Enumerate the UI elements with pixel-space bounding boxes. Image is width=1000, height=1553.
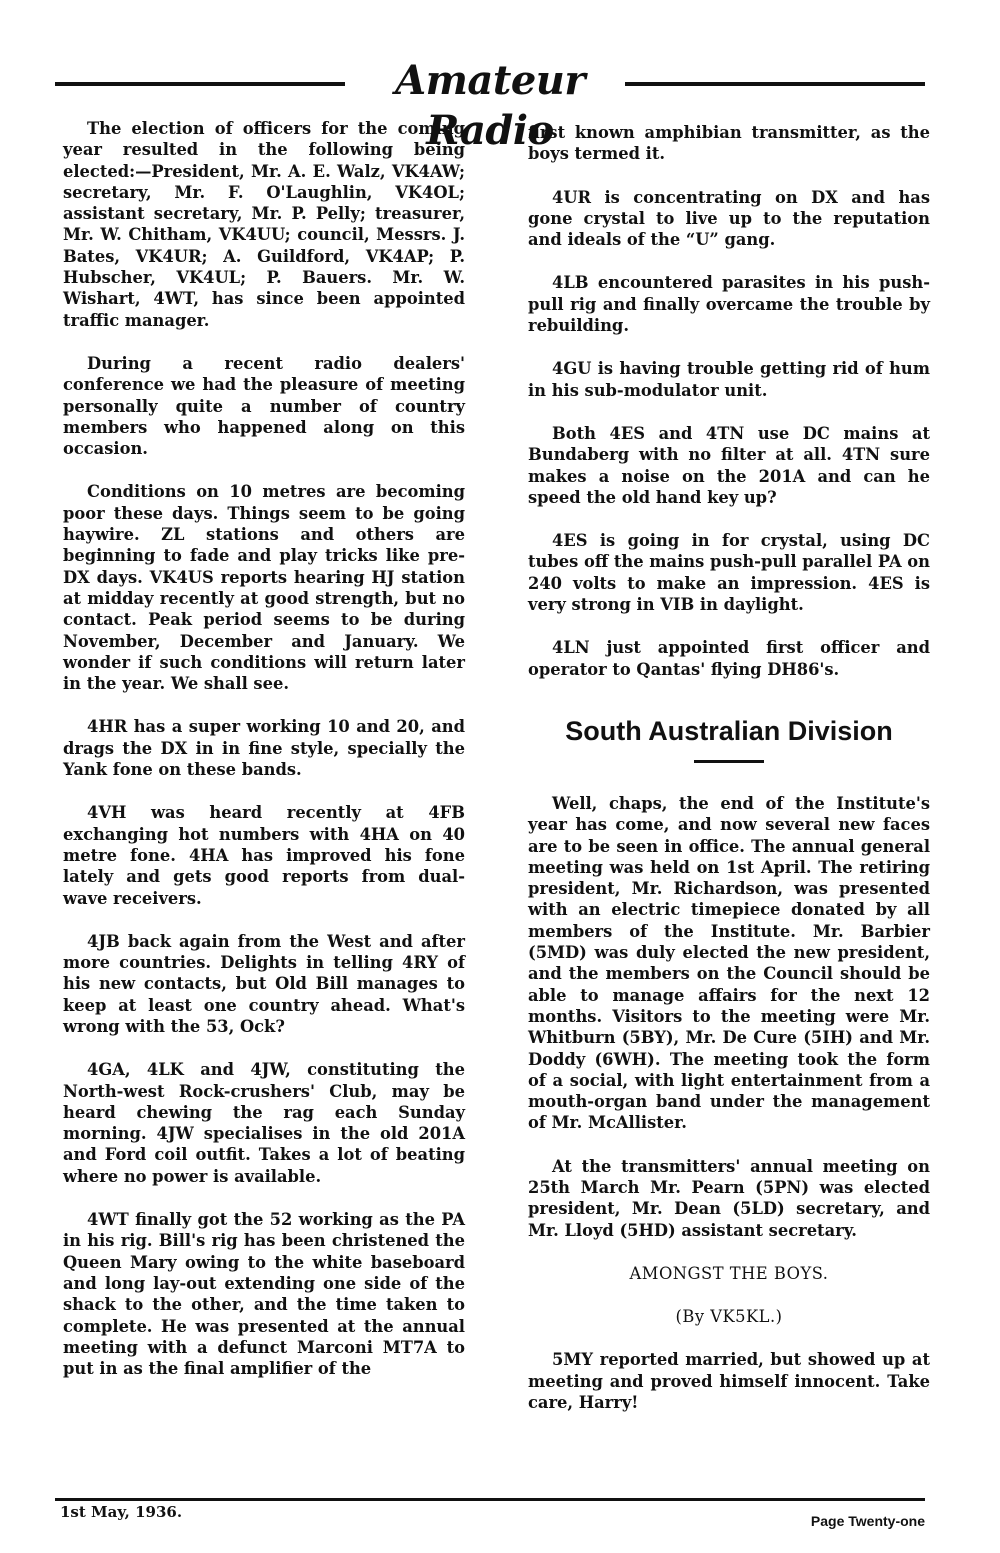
paragraph-election: The election of officers for the coming year resulted in the following being elected:—President, Mr. A. E. Walz, VK4AW; secretary, Mr. F. O'Laughlin, VK4OL; assistant secretary, Mr. P. Pelly; treasurer, Mr. W. Chitham, VK4UU; council, Messrs. J. Bates, VK4UR; A. Guildford, VK4AP; P. Hubscher, VK4UL; P. Bauers. Mr. W. Wishart, 4WT, has since been appointed traffic manager. [63,119,465,330]
footer-page-number: Page Twenty-one [810,1513,925,1529]
footer-rule [55,1498,925,1501]
paragraph-4wt: 4WT finally got the 52 working as the PA in his rig. Bill's rig has been christened the Queen Mary owing to the white baseboard and long lay-out extending one side of the shack to the other, and the time taken to complete. He was presented at the annual meeting with a defunct Marconi MT7A to put in as the final amplifier of the [63,1210,465,1379]
paragraph-continuation: first known amphibian transmitter, as the boys termed it. [528,123,930,164]
right-column [528,122,930,1435]
paragraph-4gu: 4GU is having trouble getting rid of hum in his sub-modulator unit. [528,359,930,400]
masthead-rule-left [55,82,345,86]
subheading: AMONGST THE BOYS. [629,1263,829,1283]
paragraph-10-metre-conditions: Conditions on 10 metres are becoming poor these days. Things seem to be going haywire. ZL stations and others are beginning to fade and play tricks like pre-DX days. VK4US reports hearing HJ station at midday recently at good strength, but no contact. Peak period seems to be during November, December and January. We wonder if such conditions will return later in the year. We shall see. [63,482,465,694]
section-divider [694,760,764,763]
paragraph-4es-4tn: Both 4ES and 4TN use DC mains at Bundaberg with no filter at all. 4TN sure makes a noise on the 201A and can he speed the old hand key up? [528,423,930,507]
byline: (By VK5KL.) [675,1307,783,1327]
paragraph-5my: 5MY reported married, but showed up at meeting and proved himself innocent. Take care, Harry! [528,1350,930,1413]
paragraph-4jb: 4JB back again from the West and after more countries. Delights in telling 4RY of his new contacts, but Old Bill manages to keep at least one country ahead. What's wrong with the 53, Ock? [63,931,465,1036]
footer-date: 1st May, 1936. [60,1503,183,1521]
paragraph-institute-year: Well, chaps, the end of the Institute's year has come, and now several new faces are to be seen in office. The annual general meeting was held on 1st April. The retiring president, Mr. Richardson, was presented with an electric timepiece donated by all members of the Institute. Mr. Barbier (5MD) was duly elected the new president, and the members on the Council should be able to manage affairs for the next 12 months. Visitors to the meeting were Mr. Whitburn (5BY), Mr. De Cure (5IH) and Mr. Doddy (6WH). The meeting took the form of a social, with light entertainment from a mouth-organ band under the management of Mr. McAllister. [528,793,930,1133]
paragraph-rock-crushers: 4GA, 4LK and 4JW, constituting the North-west Rock-crushers' Club, may be heard chewing the rag each Sunday morning. 4JW specialises in the old 201A and Ford coil outfit. Takes a lot of beating where no power is available. [63,1060,465,1186]
masthead-title: Amateur Radio [395,57,585,154]
paragraph-4ur: 4UR is concentrating on DX and has gone crystal to live up to the reputation and ideals of the “U” gang. [528,187,930,250]
left-column [63,118,465,1401]
paragraph-transmitters-meeting: At the transmitters' annual meeting on 25th March Mr. Pearn (5PN) was elected president, Mr. Dean (5LD) secretary, and Mr. Lloyd (5HD) assistant secretary. [528,1156,930,1240]
paragraph-4hr: 4HR has a super working 10 and 20, and drags the DX in in fine style, specially the Yank fone on these bands. [63,717,465,780]
paragraph-4vh: 4VH was heard recently at 4FB exchanging hot numbers with 4HA on 40 metre fone. 4HA has improved his fone lately and gets good reports from dual-wave receivers. [63,803,465,908]
paragraph-4lb: 4LB encountered parasites in his push-pull rig and finally overcame the trouble by rebuilding. [528,273,930,336]
masthead-rule-right [625,82,925,86]
section-heading: South Australian Division [565,715,893,746]
paragraph-4ln: 4LN just appointed first officer and operator to Qantas' flying DH86's. [528,638,930,679]
paragraph-dealers-conference: During a recent radio dealers' conference we had the pleasure of meeting personally quite a number of country members who happened along on this occasion. [63,353,465,459]
paragraph-4es-crystal: 4ES is going in for crystal, using DC tubes off the mains push-pull parallel PA on 240 volts to make an impression. 4ES is very strong in VIB in daylight. [528,531,930,615]
